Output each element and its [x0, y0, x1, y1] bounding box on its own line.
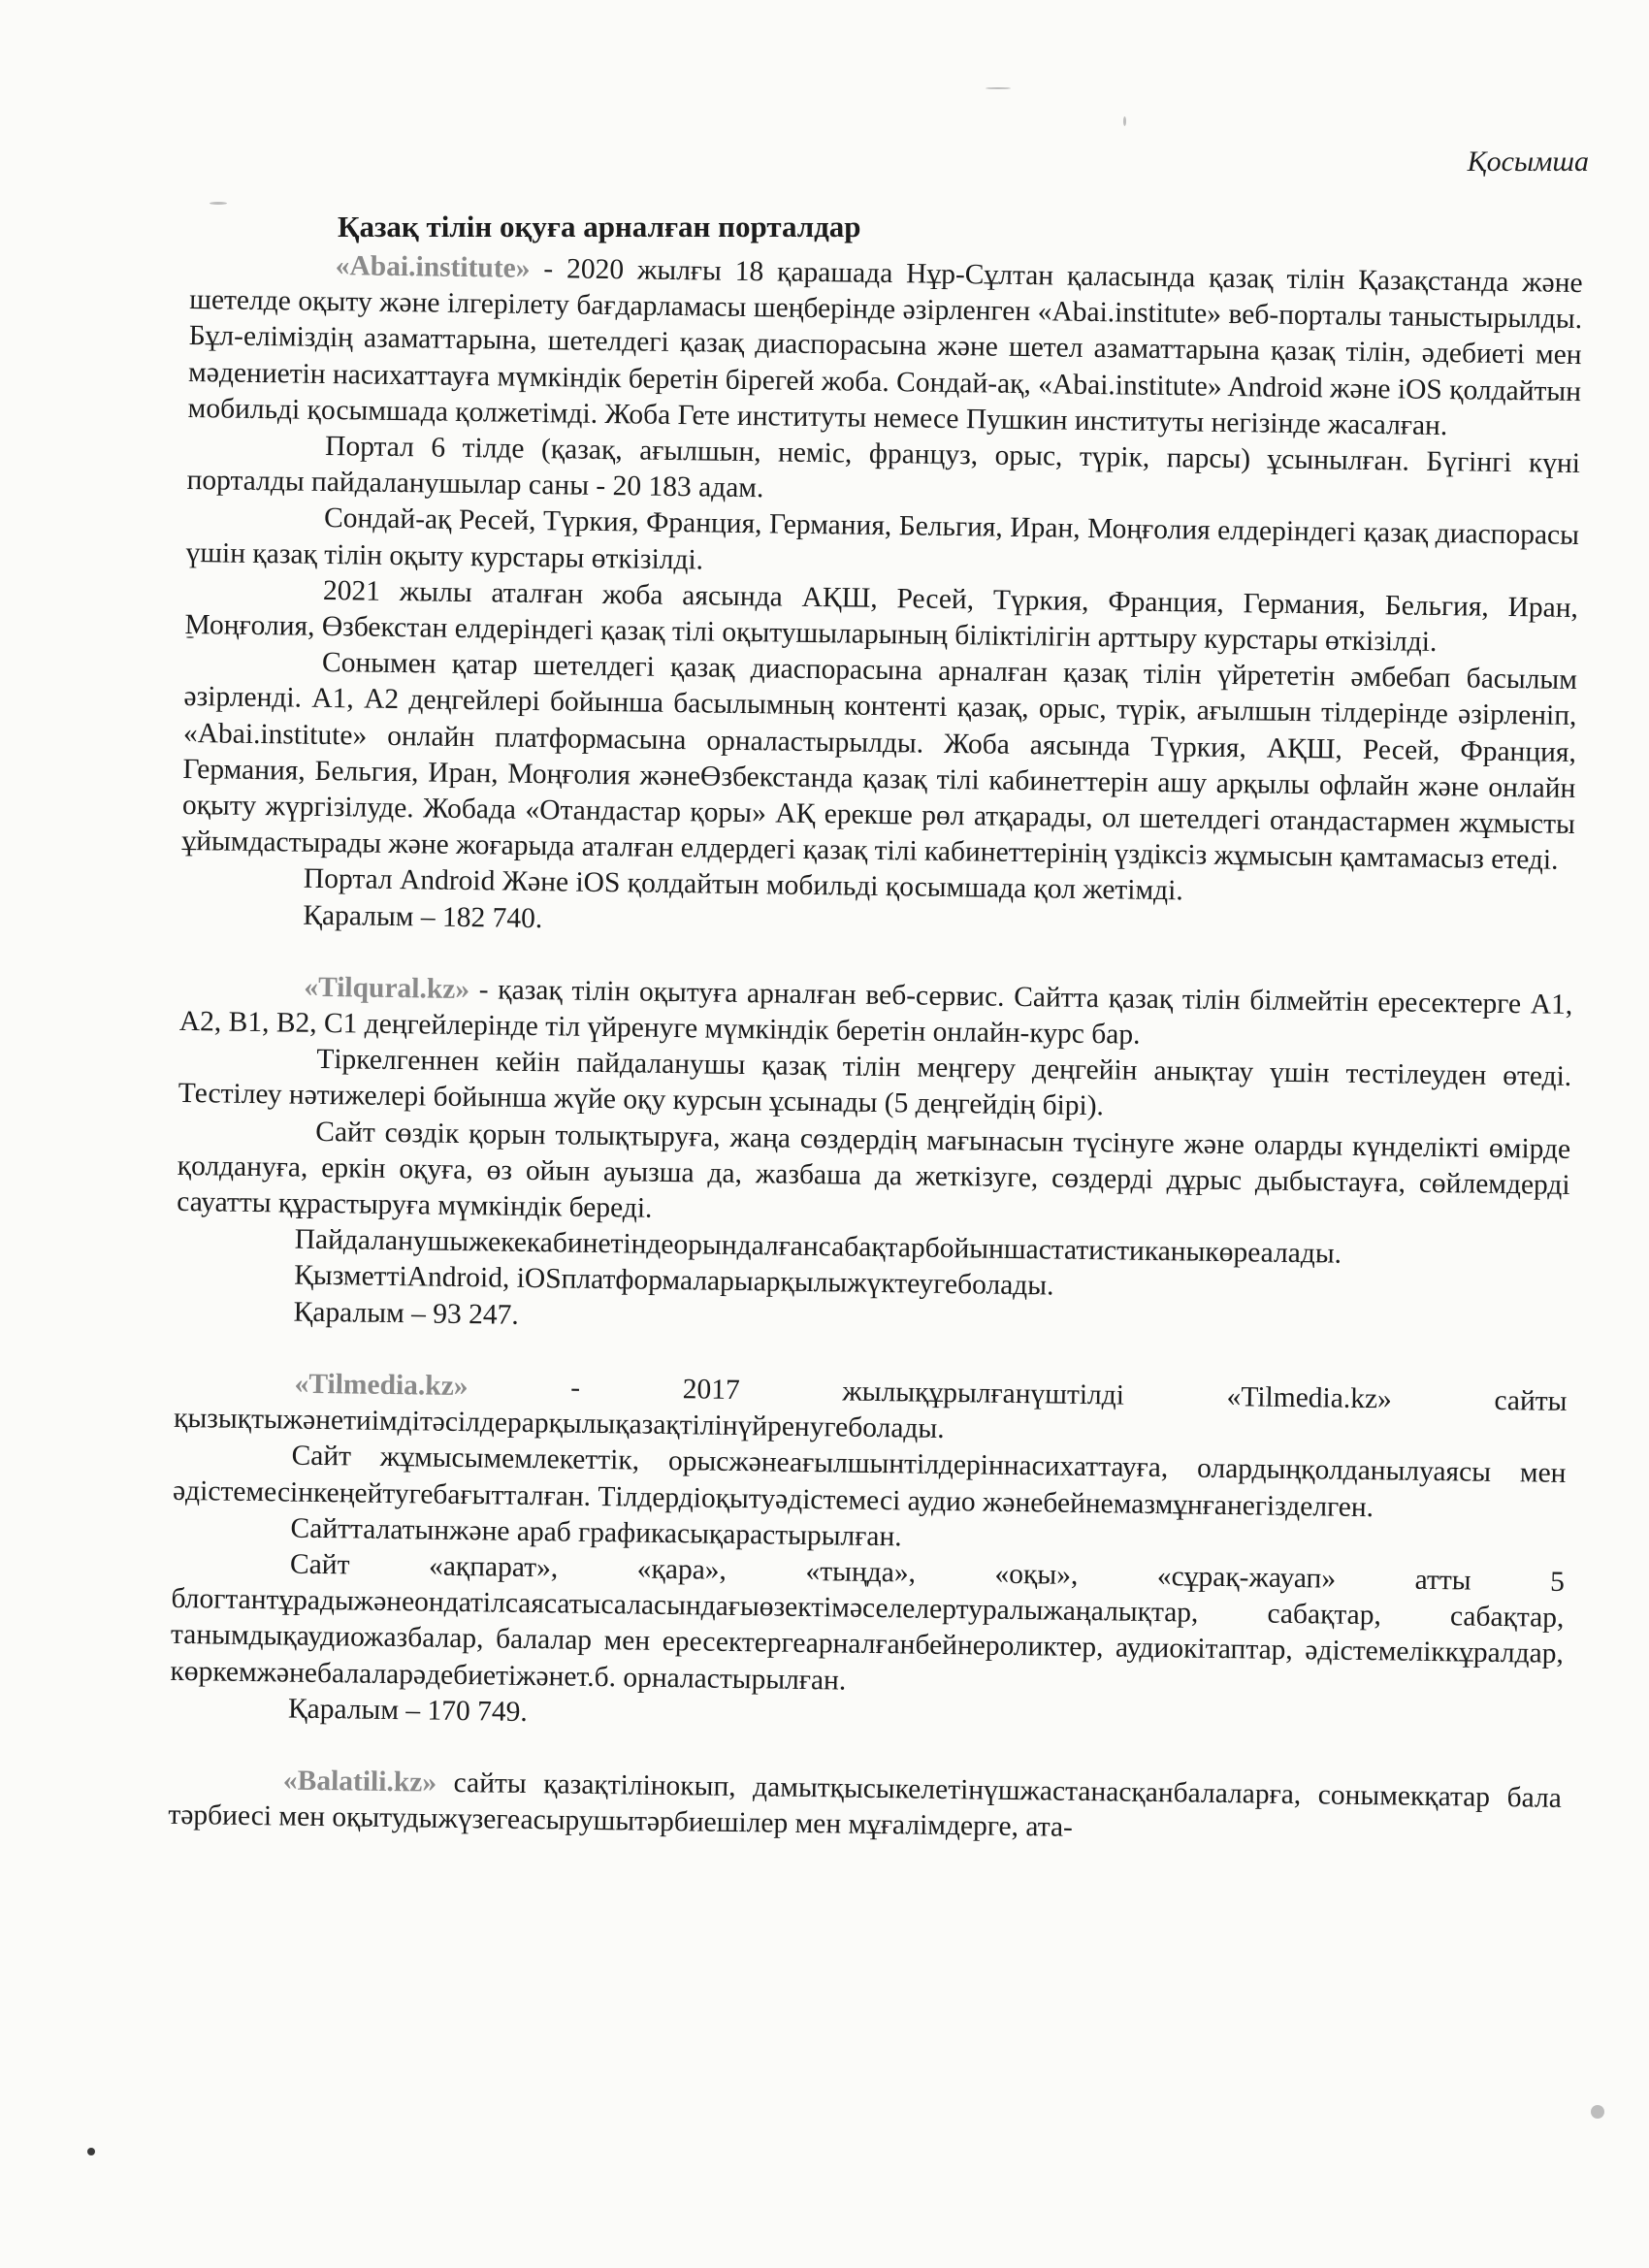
portal-name: «Tilqural.kz»	[304, 971, 470, 1005]
document-body	[168, 246, 1583, 1853]
portal-name: «Tilmedia.kz»	[294, 1368, 469, 1403]
paragraph: Пайдаланушыжекекабинетіндеорындалғансабақтарбойыншастатистиканыкөреалады.	[294, 1223, 1342, 1270]
scan-speck	[986, 87, 1011, 89]
paragraph: Сайтталатынжәне араб графикасықарастырылған.	[290, 1512, 902, 1553]
paragraph: ҚызметтіAndroid, iOSплатформаларыарқылыжүктеугеболады.	[293, 1260, 1054, 1303]
paragraph: 2021 жылы аталған жоба аясында АҚШ, Ресей, Түркия, Франция, Германия, Бельгия, Иран, Моңғолия, Өзбекстан елдеріндегі қазақ тілі оқытушыларының біліктілігін арттыру курстары өткізілді.	[184, 574, 1579, 659]
paragraph: Тіркелгеннен кейін пайдаланушы қазақ тілін меңгеру деңгейін анықтау үшін тестілеуден өтеді. Тестілеу нәтижелері бойынша жүйе оқу курсын ұсынады (5 деңгейдің бірі).	[178, 1044, 1572, 1122]
paragraph: - 2017 жылықұрылғанүштілді «Tilmedia.kz» сайты қызықтыжәнетиімдітәсілдерарқылықазақтілінүйренугеболады.	[173, 1371, 1568, 1445]
scan-speck	[1123, 116, 1126, 126]
paragraph: - 2020 жылғы 18 қарашада Нұр-Сұлтан қаласында қазақ тілін Қазақстанда және шетелде оқыту және ілгерілету бағдарламасы шеңберінде әзірленген «Abai.institute» веб-порталы таныстырылды. Бұл-еліміздің азаматтарына, шетелдегі қазақ диаспорасына және шетел азаматтарына қазақ тілін, әдебиеті мен мәдениетін насихаттауға мүмкіндік беретін бірегей жоба. Сондай-ақ, «Abai.institute» Android және iOS қолдайтын мобильді қосымшада қолжетімді. Жоба Гете институты немесе Пушкин институты негізінде жасалған.	[187, 252, 1583, 441]
paragraph: Портал 6 тілде (қазақ, ағылшын, неміс, француз, орыс, түрік, парсы) ұсынылған. Бүгінгі күні порталды пайдаланушылар саны - 20 183 адам.	[186, 430, 1581, 504]
views-count: Қаралым – 182 740.	[303, 899, 543, 934]
views-count: Қаралым – 170 749.	[287, 1693, 529, 1728]
portal-name: «Balatili.kz»	[282, 1765, 437, 1798]
paragraph: Сайт сөздік қорын толықтыруға, жаңа сөздердің мағынасын түсінуге және оларды күнделікті өмірде қолдануға, еркін оқуға, өз ойын ауызша да, жазбаша да жеткізуге, сөздерді дұрыс дыбыстауға, сөйлемдерді сауатты құрастыруға мүмкіндік береді.	[177, 1116, 1571, 1224]
page-title: Қазақ тілін оқуға арналған порталдар	[338, 210, 861, 243]
appendix-label: Қосымша	[1467, 146, 1589, 178]
scan-speck	[210, 202, 227, 205]
paragraph: Портал Android Және iOS қолдайтын мобильді қосымшада қол жетімді.	[303, 863, 1183, 907]
scan-speck	[87, 2148, 95, 2155]
scan-speck	[1591, 2105, 1604, 2119]
paragraph: Сондай-ақ Ресей, Түркия, Франция, Германия, Бельгия, Иран, Моңғолия елдеріндегі қазақ диаспорасы үшін қазақ тілін оқыту курстары өткізілді.	[185, 502, 1580, 576]
paragraph: - қазақ тілін оқытуға арналған веб-сервис. Сайтта қазақ тілін білмейтін ересектерге А1, А2, В1, В2, С1 деңгейлерінде тіл үйренуге мүмкіндік беретін онлайн-курс бар.	[178, 973, 1573, 1051]
section-balatili-intro	[168, 1762, 1562, 1853]
paragraph: Сайт жұмысымемлекеттік, орысжәнеағылшынтілдеріннасихаттауға, олардыңқолданылуаясы мен әдістемесінкеңейтугебағытталған. Тілдердіоқытуәдістемесі аудио жәнебейнемазмұнғанегізделген.	[172, 1440, 1567, 1523]
portal-name: «Abai.institute»	[335, 250, 531, 284]
paragraph: Сайт «ақпарат», «қара», «тыңда», «оқы», «сұрақ-жауап» атты 5 блогтантұрадыжәнеондатілсаясатысаласындағыөзектімәселелертуралыжаңалықтар, сабақтар, сабақтар, танымдықаудиожазбалар, балалар мен ересектергеарналғанбейнероликтер, аудиокітаптар, әдістемеліккұралдар, көркемжәнебалаларәдебиетіжәнет.б. орналастырылған.	[170, 1548, 1566, 1697]
paragraph: Сонымен қатар шетелдегі қазақ диаспорасына арналған қазақ тілін үйрететін әмбебап басылым әзірленді. А1, А2 деңгейлері бойынша басылымның контенті қазақ, орыс, түрік, ағылшын тілдерінде әзірленіп, «Abai.institute» онлайн платформасына орналастырылды. Жоба аясында Түркия, АҚШ, Ресей, Франция, Германия, Бельгия, Иран, Моңғолия жәнеӨзбекстанда қазақ тілі кабинеттерін ашу арқылы офлайн және онлайн оқыту жүргізілуде. Жобада «Отандастар қоры» АҚ ерекше рөл атқарады, ол шетелдегі отандастармен жұмысты ұйымдастырады және жоғарыда аталған елдердегі қазақ тілі кабинеттерінің үздіксіз жұмысын қамтамасыз етеді.	[181, 647, 1578, 877]
section-abai-intro	[187, 246, 1582, 446]
views-count: Қаралым – 93 247.	[293, 1296, 519, 1331]
paragraph: сайты қазақтілінокып, дамытқысыкелетінүшжастанасқанбалаларға, сонымекқатар бала тәрбиесі мен оқытудыжүзегеасырушытәрбиешілер мен мұғалімдерге, ата-	[168, 1766, 1563, 1843]
